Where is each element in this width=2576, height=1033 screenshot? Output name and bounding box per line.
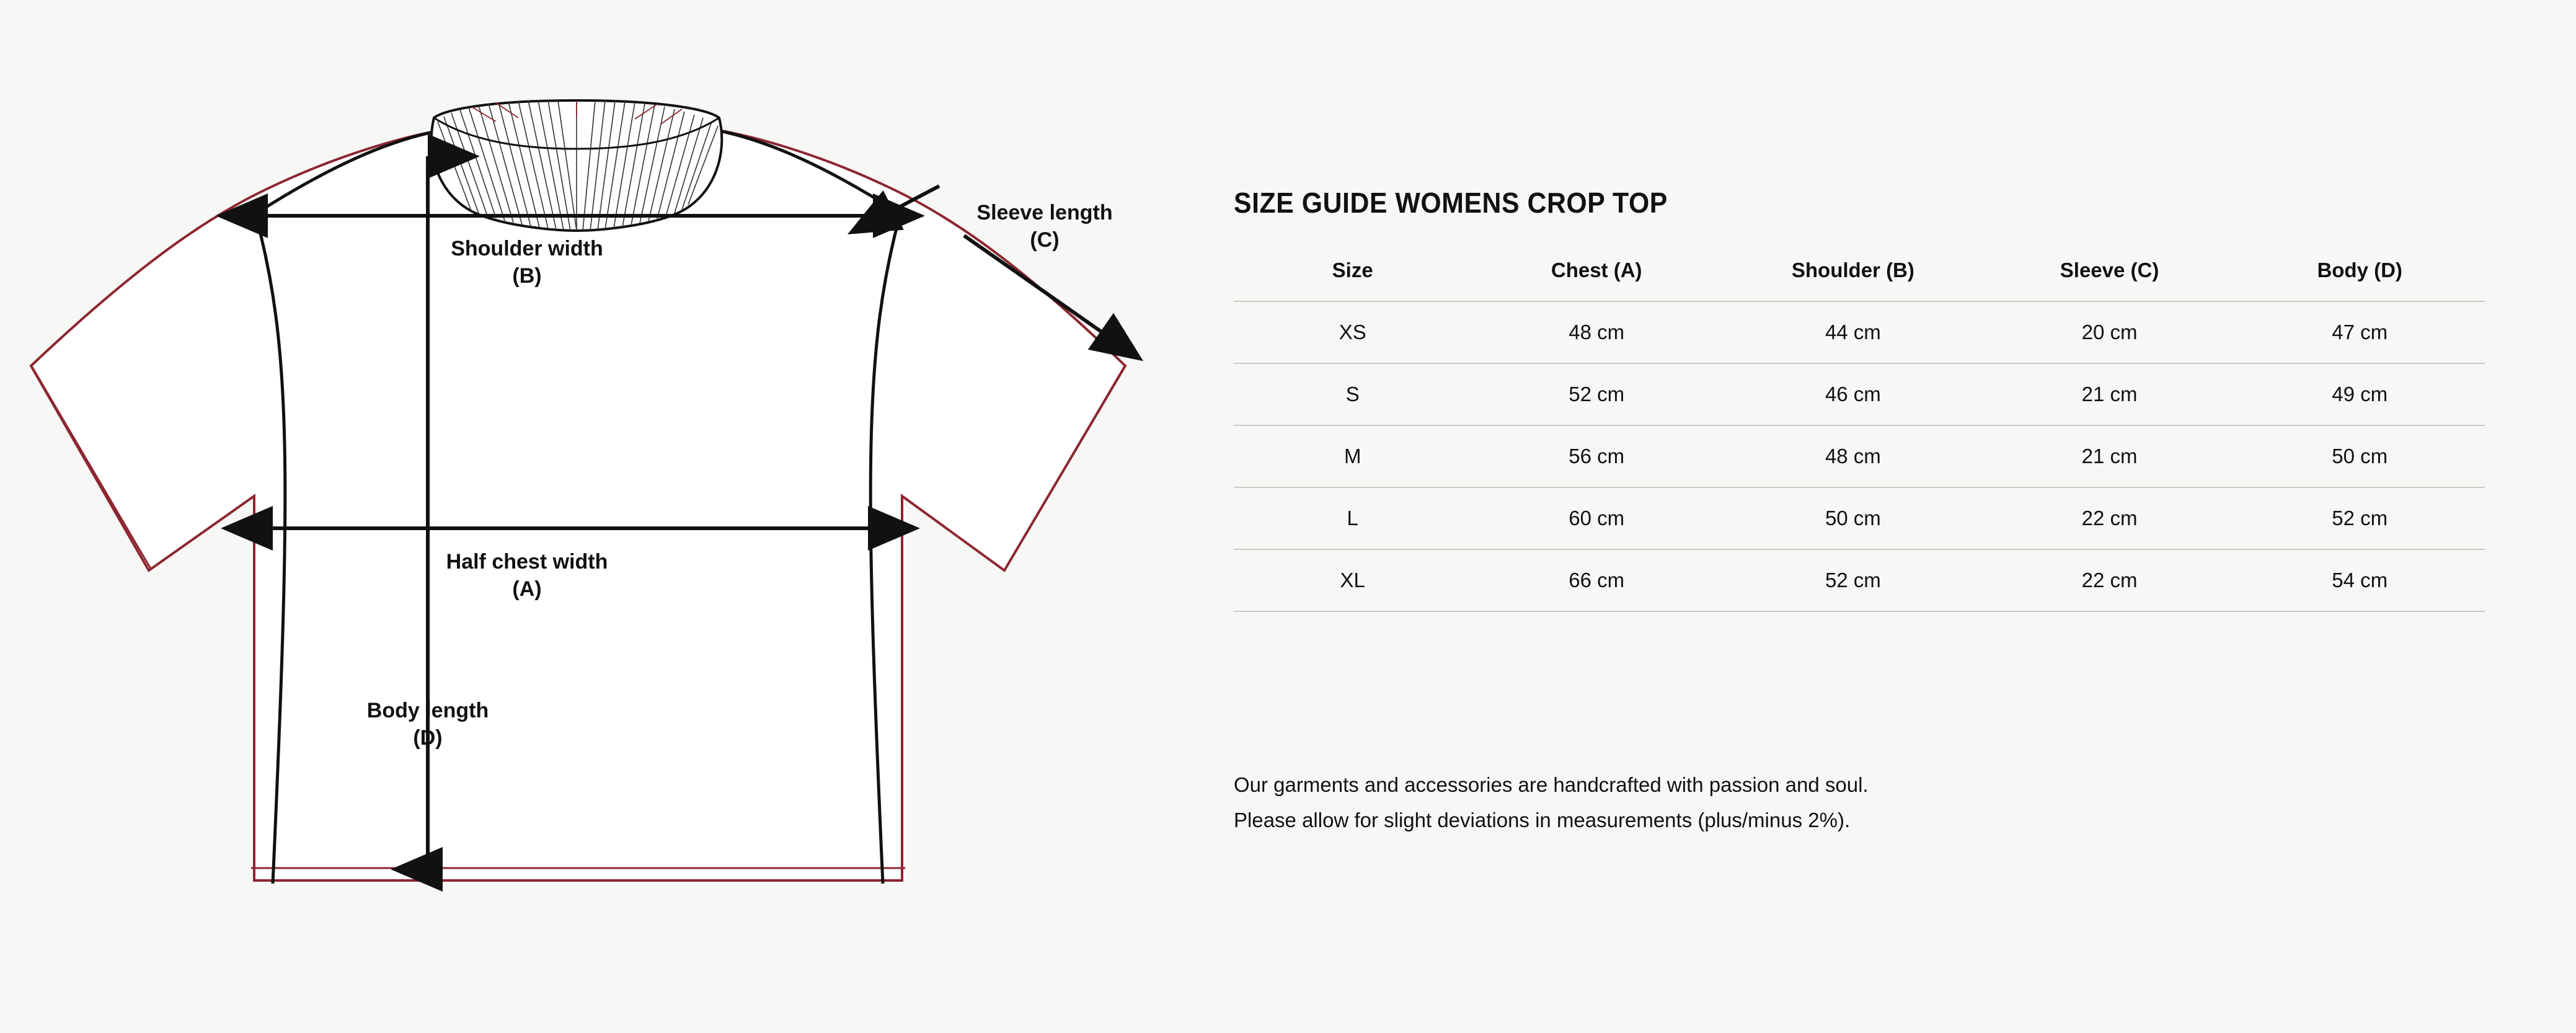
table-row xyxy=(1234,425,2485,487)
cell-shoulder: 52 cm xyxy=(1722,549,1985,611)
cell-chest: 66 cm xyxy=(1471,549,1722,611)
cell-shoulder: 48 cm xyxy=(1722,425,1985,487)
size-guide-note xyxy=(1234,768,2505,838)
tshirt-svg xyxy=(0,0,1228,1033)
size-guide-title: SIZE GUIDE WOMENS CROP TOP xyxy=(1234,187,1668,219)
cell-body: 52 cm xyxy=(2234,487,2485,549)
cell-size: M xyxy=(1234,425,1471,487)
collar-ribbing xyxy=(432,100,722,231)
label-shoulder-width xyxy=(384,236,670,290)
label-shoulder-width-code: (B) xyxy=(512,264,542,288)
table-header-row xyxy=(1234,245,2485,301)
cell-body: 54 cm xyxy=(2234,549,2485,611)
cell-body: 47 cm xyxy=(2234,301,2485,363)
cell-chest: 60 cm xyxy=(1471,487,1722,549)
garment-technical-drawing xyxy=(0,0,1228,1033)
table-row xyxy=(1234,363,2485,425)
label-sleeve-length xyxy=(933,200,1156,254)
label-shoulder-width-text: Shoulder width xyxy=(451,237,603,260)
cell-sleeve: 20 cm xyxy=(1985,301,2235,363)
cell-size: L xyxy=(1234,487,1471,549)
cell-chest: 56 cm xyxy=(1471,425,1722,487)
column-header-shoulder: Shoulder (B) xyxy=(1722,245,1985,301)
cell-sleeve: 21 cm xyxy=(1985,425,2235,487)
cell-size: XS xyxy=(1234,301,1471,363)
cell-sleeve: 22 cm xyxy=(1985,549,2235,611)
cell-body: 49 cm xyxy=(2234,363,2485,425)
column-header-size: Size xyxy=(1234,245,1471,301)
table-row xyxy=(1234,301,2485,363)
cell-body: 50 cm xyxy=(2234,425,2485,487)
table-row xyxy=(1234,487,2485,549)
column-header-sleeve: Sleeve (C) xyxy=(1985,245,2235,301)
label-half-chest-width-code: (A) xyxy=(512,577,542,601)
cell-shoulder: 50 cm xyxy=(1722,487,1985,549)
cell-sleeve: 21 cm xyxy=(1985,363,2235,425)
label-half-chest-width-text: Half chest width xyxy=(446,550,608,574)
cell-chest: 48 cm xyxy=(1471,301,1722,363)
label-body-length-text: Body length xyxy=(366,699,489,722)
note-line-1: Our garments and accessories are handcrafted with passion and soul. xyxy=(1234,773,1869,796)
column-header-chest: Chest (A) xyxy=(1471,245,1722,301)
label-sleeve-length-code: (C) xyxy=(1030,228,1060,252)
cell-shoulder: 46 cm xyxy=(1722,363,1985,425)
cell-shoulder: 44 cm xyxy=(1722,301,1985,363)
label-half-chest-width xyxy=(384,549,670,603)
size-guide-panel xyxy=(1234,0,2576,1033)
column-header-body: Body (D) xyxy=(2234,245,2485,301)
cell-chest: 52 cm xyxy=(1471,363,1722,425)
note-line-2: Please allow for slight deviations in measurements (plus/minus 2%). xyxy=(1234,808,1851,831)
label-body-length xyxy=(298,698,558,751)
table-row xyxy=(1234,549,2485,611)
cell-size: S xyxy=(1234,363,1471,425)
cell-size: XL xyxy=(1234,549,1471,611)
label-sleeve-length-text: Sleeve length xyxy=(976,201,1113,224)
size-guide-table xyxy=(1234,245,2485,612)
label-body-length-code: (D) xyxy=(413,725,443,750)
cell-sleeve: 22 cm xyxy=(1985,487,2235,549)
